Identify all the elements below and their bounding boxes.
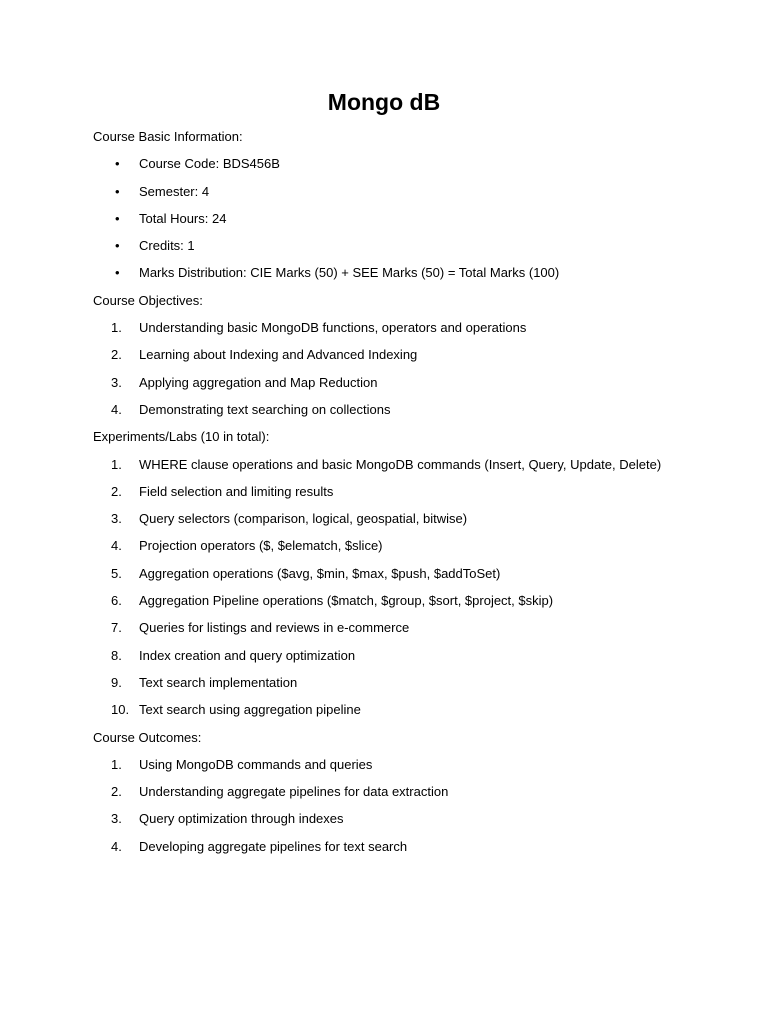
- list-number: 3.: [111, 511, 122, 527]
- list-number: 4.: [111, 538, 122, 554]
- bullet-marker: •: [115, 183, 120, 199]
- list-item: [93, 236, 733, 263]
- section-heading-objectives: Course Objectives:: [93, 292, 203, 308]
- list-item: [93, 509, 733, 536]
- list-item-text: Applying aggregation and Map Reduction: [139, 374, 378, 390]
- list-number: 3.: [111, 374, 122, 390]
- list-number: 10.: [111, 702, 130, 718]
- list-item: [93, 564, 733, 591]
- list-number: 4.: [111, 401, 122, 417]
- list-item: [93, 618, 733, 645]
- list-item-text: Understanding aggregate pipelines for data extraction: [139, 784, 449, 800]
- list-item: [93, 263, 733, 290]
- list-item: [93, 700, 733, 727]
- list-item: [93, 591, 733, 618]
- list-item: [93, 345, 733, 372]
- list-item: [93, 209, 733, 236]
- section-heading-outcomes: Course Outcomes:: [93, 729, 202, 745]
- list-item-text: Semester: 4: [139, 183, 210, 199]
- list-item-text: Learning about Indexing and Advanced Indexing: [139, 347, 418, 363]
- bullet-marker: •: [115, 156, 120, 172]
- list-item: [93, 400, 733, 427]
- list-number: 3.: [111, 811, 122, 827]
- bullet-marker: •: [115, 238, 120, 254]
- list-item: [93, 455, 733, 482]
- list-item-text: Total Hours: 24: [139, 210, 227, 226]
- list-item-text: Developing aggregate pipelines for text search: [139, 838, 408, 854]
- list-item: [93, 182, 733, 209]
- list-number: 1.: [111, 320, 122, 336]
- list-number: 4.: [111, 838, 122, 854]
- list-number: 2.: [111, 347, 122, 363]
- list-item-text: Queries for listings and reviews in e-commerce: [139, 620, 410, 636]
- list-item-text: Text search implementation: [139, 674, 298, 690]
- list-item-text: Query optimization through indexes: [139, 811, 344, 827]
- document-title: Mongo dB: [327, 89, 441, 115]
- list-item-text: Field selection and limiting results: [139, 483, 334, 499]
- list-item-text: Marks Distribution: CIE Marks (50) + SEE Marks (50) = Total Marks (100): [139, 265, 560, 281]
- list-item: [93, 755, 733, 782]
- section-heading-basic-info: Course Basic Information:: [93, 129, 243, 144]
- bullet-marker: •: [115, 265, 120, 281]
- list-item: [93, 482, 733, 509]
- list-item-text: Index creation and query optimization: [139, 647, 356, 663]
- list-number: 6.: [111, 593, 122, 609]
- list-item: [93, 782, 733, 809]
- list-number: 2.: [111, 784, 122, 800]
- list-item: [93, 318, 733, 345]
- list-item: [93, 536, 733, 563]
- list-number: 1.: [111, 456, 122, 472]
- document-body: [93, 127, 733, 864]
- list-item-text: Understanding basic MongoDB functions, operators and operations: [139, 320, 527, 336]
- list-number: 9.: [111, 674, 122, 690]
- list-item-text: Projection operators ($, $elematch, $slice): [139, 538, 383, 554]
- list-item: [93, 373, 733, 400]
- list-item: [93, 837, 733, 864]
- list-item: [93, 154, 733, 181]
- list-item: [93, 646, 733, 673]
- list-item-text: Text search using aggregation pipeline: [139, 702, 361, 718]
- list-item: [93, 673, 733, 700]
- list-item-text: Course Code: BDS456B: [139, 156, 280, 172]
- list-item-text: Aggregation Pipeline operations ($match, $group, $sort, $project, $skip): [139, 593, 554, 609]
- list-item-text: Using MongoDB commands and queries: [139, 756, 373, 772]
- list-item-text: Credits: 1: [139, 238, 195, 254]
- section-heading-labs: Experiments/Labs (10 in total):: [93, 429, 270, 445]
- list-number: 5.: [111, 565, 122, 581]
- list-number: 2.: [111, 483, 122, 499]
- list-number: 7.: [111, 620, 122, 636]
- list-number: 1.: [111, 756, 122, 772]
- list-number: 8.: [111, 647, 122, 663]
- list-item-text: Query selectors (comparison, logical, geospatial, bitwise): [139, 511, 468, 527]
- list-item: [93, 809, 733, 836]
- list-item-text: Aggregation operations ($avg, $min, $max, $push, $addToSet): [139, 565, 501, 581]
- list-item-text: Demonstrating text searching on collections: [139, 401, 391, 417]
- bullet-marker: •: [115, 210, 120, 226]
- list-item-text: WHERE clause operations and basic MongoDB commands (Insert, Query, Update, Delete): [139, 456, 662, 472]
